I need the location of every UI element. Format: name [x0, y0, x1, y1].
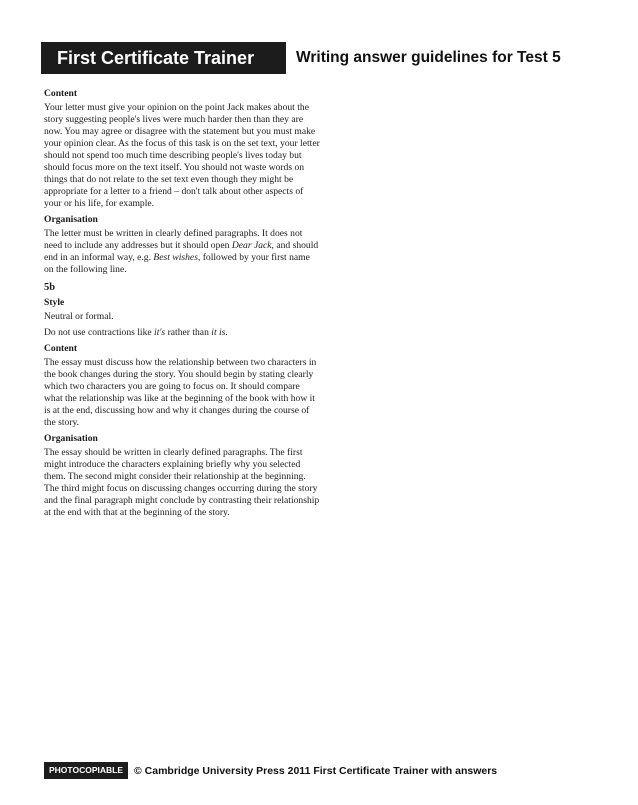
- section-label-5b: 5b: [44, 282, 56, 293]
- organisation-text-a-3: followed by your first name on the following line.: [44, 252, 310, 275]
- content-paragraph-a: Your letter must give your opinion on the point Jack makes about the story suggesting people's lives were much harder then than they are now. You may agree or disagree with the statement but you must make your opinion clear. As the focus of this task is on the set text, your letter should not spend too much time describing people's lives today but should focus more on the text itself. You should not waste words on things that do not relate to the set text even though they might be appropriate for a letter to a friend – don't talk about other aspects of your or his life, for example.: [44, 102, 320, 209]
- contractions-italic-2: it is: [211, 327, 226, 338]
- style-heading: Style: [44, 297, 65, 308]
- book-title: First Certificate Trainer: [57, 48, 255, 68]
- organisation-italic-a-2: Best wishes,: [153, 252, 201, 263]
- organisation-text-a-2: and should end in an informal way, e.g.: [44, 240, 319, 263]
- organisation-text-a-1: The letter must be written in clearly defined paragraphs. It does not need to include any addresses but it should open: [44, 228, 303, 251]
- guidelines-body: [44, 88, 320, 523]
- content-heading-b: Content: [44, 343, 78, 354]
- contractions-italic-1: it's: [154, 327, 166, 338]
- contractions-text-1: Do not use contractions like: [44, 327, 152, 338]
- contractions-text-2: rather than: [167, 327, 209, 338]
- book-title-banner: [41, 42, 286, 74]
- content-heading-a: Content: [44, 88, 78, 99]
- page-title: Writing answer guidelines for Test 5: [296, 49, 561, 66]
- photocopiable-badge: PHOTOCOPIABLE: [44, 762, 128, 779]
- style-paragraph: Neutral or formal.: [44, 311, 114, 322]
- organisation-heading-a: Organisation: [44, 214, 98, 225]
- organisation-italic-a-1: Dear Jack,: [231, 240, 274, 251]
- contractions-text-3: .: [225, 327, 228, 338]
- copyright-notice: © Cambridge University Press 2011 First Certificate Trainer with answers: [134, 764, 498, 777]
- organisation-heading-b: Organisation: [44, 433, 98, 444]
- page-footer: [44, 762, 497, 779]
- organisation-paragraph-a: [44, 228, 320, 276]
- content-paragraph-b: The essay must discuss how the relationship between two characters in the book changes during the story. You should begin by stating clearly which two characters you are going to focus on. It should compare what the relationship was like at the beginning of the book with how it is at the end, discussing how and why it changes during the course of the story.: [44, 357, 317, 428]
- organisation-paragraph-b: The essay should be written in clearly defined paragraphs. The first might introduce the characters explaining briefly why you selected them. The second might consider their relationship at the beginning. The third might focus on discussing changes occurring during the story and the final paragraph might conclude by contrasting their relationship at the end with that at the beginning of the story.: [44, 447, 320, 518]
- contractions-paragraph: [44, 327, 320, 339]
